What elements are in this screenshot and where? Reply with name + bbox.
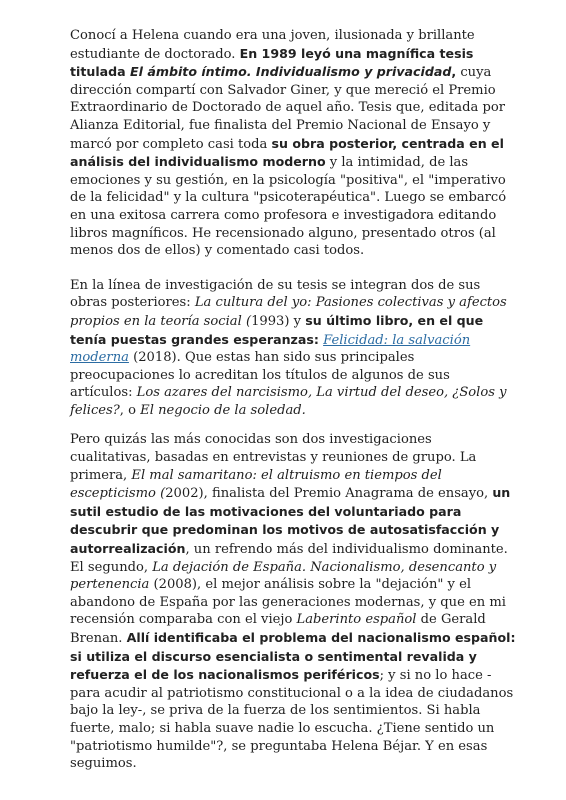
italic-text: La cultura del yo: Pasiones colectivas y afectos propios en la teoría social ( xyxy=(70,295,507,329)
book-link[interactable]: Felicidad: la salvación moderna xyxy=(70,332,471,366)
text-run: (2018). Que estas han sido sus principales preocupaciones lo acreditan los títulos de algunos de sus artículos: xyxy=(70,350,450,401)
italic-text: Laberinto español xyxy=(296,612,417,628)
bold-text xyxy=(130,64,451,79)
text-run: 2002), finalista del Premio Anagrama de ensayo, xyxy=(165,486,493,502)
text-run: Pero quizás las más conocidas son dos investigaciones cualitativas, basadas en entrevistas y reuniones de grupo. La primera, xyxy=(70,432,477,483)
bold-text: , xyxy=(451,64,457,80)
document-page xyxy=(70,27,516,790)
italic-text: El mal samaritano: el altruismo en tiempos del escepticismo ( xyxy=(70,467,442,502)
italic-text: El negocio de la soledad. xyxy=(140,402,306,418)
bold-text: su obra posterior, centrada en el análisis del individualismo moderno xyxy=(70,135,504,170)
paragraph-1 xyxy=(70,27,516,260)
text-run: y la intimidad, de las emociones y su gestión, en la psicología "positiva", el "imperativo de la felicidad" y la cultura "psicoterapéutica". Luego se embarcó en una exitosa carrera como profesora e investigadora editando libros magníficos. He recensionado alguno, presentado otros (al menos dos de ellos) y comentado casi todos. xyxy=(70,155,507,259)
text-run: (2008), el mejor análisis sobre la "dejación" y el abandono de España por las generaciones modernas, y que en mi recensión comparaba con el viejo xyxy=(70,577,506,628)
bold-text: su último libro, en el que tenía puestas grandes esperanzas: xyxy=(70,312,484,347)
text-run: Conocí a Helena cuando era una joven, ilusionada y brillante estudiante de doctorado. xyxy=(70,28,475,62)
text-run: 1993) y xyxy=(251,313,306,329)
paragraph-2 xyxy=(70,277,516,420)
italic-text: Los azares del narcisismo, La virtud del deseo, ¿Solos y felices? xyxy=(70,385,507,418)
bold-text: Allí identificaba el problema del nacionalismo español: si utiliza el discurso esencialista o sentimental revalida y refuerza el de los nacionalismos periféricos xyxy=(70,630,516,683)
text-run: ; y si no lo hace -para acudir al patriotismo constitucional o a la idea de ciudadanos bajo la ley-, se priva de la fuerza de los sentimientos. Si habla fuerte, malo; si habla suave nadie lo escucha. ¿Tiene sentido un "patriotismo humilde"?, se preguntaba Helena Béjar. Y en esas seguimos. xyxy=(70,668,514,772)
bold-italic-text: El ámbito íntimo. Individualismo y privacidad xyxy=(130,64,452,80)
text-run: cuya dirección compartí con Salvador Giner, y que mereció el Premio Extraordinario de Doctorado de aquel año. Tesis que, editada por Alianza Editorial, fue finalista del Premio Nacional de Ensayo y marcó por completo casi toda xyxy=(70,65,505,152)
bold-text: En 1989 leyó una magnífica tesis titulada xyxy=(70,45,474,80)
paragraph-3 xyxy=(70,431,516,772)
text-run: de Gerald Brenan. xyxy=(70,612,486,646)
bold-text: un sutil estudio de las motivaciones del voluntariado para descubrir que predominan los motivos de autosatisfacción y autorrealización xyxy=(70,485,511,557)
text-run: En la línea de investigación de su tesis se integran dos de sus obras posteriores: xyxy=(70,277,481,311)
text-run: , un refrendo más del individualismo dominante. El segundo, xyxy=(70,542,508,575)
italic-text: La dejación de España. Nacionalismo, desencanto y pertenencia xyxy=(70,559,497,593)
text-run: , o xyxy=(119,402,141,418)
